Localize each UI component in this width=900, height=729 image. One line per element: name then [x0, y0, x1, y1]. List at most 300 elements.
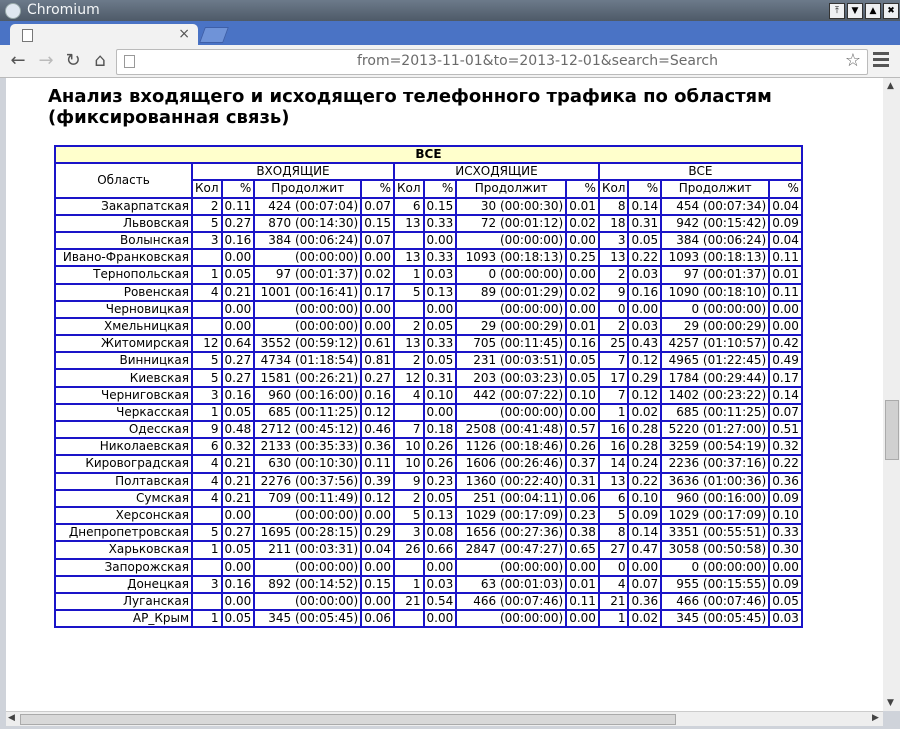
- table-row: [55, 593, 802, 610]
- value-cell: 0 (00:00:00): [661, 301, 769, 318]
- region-name-cell: Закарпатская: [55, 198, 192, 215]
- scroll-right-icon[interactable]: ▶: [872, 713, 879, 723]
- value-cell: 0.09: [769, 576, 802, 593]
- maximize-icon[interactable]: ▲: [865, 3, 881, 19]
- value-cell: 13: [394, 335, 424, 352]
- forward-icon[interactable]: →: [38, 50, 54, 71]
- bookmark-star-icon[interactable]: ☆: [844, 50, 861, 71]
- value-cell: 97 (00:01:37): [254, 266, 361, 283]
- value-cell: 0.28: [628, 421, 661, 438]
- value-cell: 0.00: [424, 610, 457, 627]
- region-name-cell: Донецкая: [55, 576, 192, 593]
- value-cell: 0.10: [769, 507, 802, 524]
- value-cell: 0.31: [424, 369, 457, 386]
- url-text: from=2013-11-01&to=2013-12-01&search=Search: [357, 53, 718, 69]
- value-cell: 2: [599, 266, 629, 283]
- value-cell: 1581 (00:26:21): [254, 369, 361, 386]
- value-cell: 0.46: [361, 421, 394, 438]
- value-cell: 7: [599, 387, 629, 404]
- table-row: [55, 559, 802, 576]
- table-row: [55, 404, 802, 421]
- value-cell: 5: [192, 369, 222, 386]
- value-cell: 0.14: [628, 524, 661, 541]
- value-cell: 0.00: [361, 318, 394, 335]
- value-cell: 5: [192, 352, 222, 369]
- region-name-cell: Днепропетровская: [55, 524, 192, 541]
- value-cell: (00:00:00): [456, 232, 566, 249]
- value-cell: 1360 (00:22:40): [456, 473, 566, 490]
- scroll-up-icon[interactable]: ▲: [887, 81, 894, 91]
- value-cell: 0.00: [424, 559, 457, 576]
- value-cell: 0.66: [424, 541, 457, 558]
- tab-strip: [0, 21, 900, 45]
- value-cell: [192, 301, 222, 318]
- value-cell: 0.13: [424, 284, 457, 301]
- value-cell: 0.17: [769, 369, 802, 386]
- value-cell: (00:00:00): [254, 507, 361, 524]
- region-name-cell: Одесская: [55, 421, 192, 438]
- value-cell: 0.36: [628, 593, 661, 610]
- value-cell: 0.00: [361, 301, 394, 318]
- value-cell: 0.00: [769, 301, 802, 318]
- value-cell: 1: [394, 576, 424, 593]
- value-cell: 1784 (00:29:44): [661, 369, 769, 386]
- value-cell: 0.06: [566, 490, 599, 507]
- value-cell: 0.22: [628, 249, 661, 266]
- value-cell: 1: [192, 404, 222, 421]
- value-cell: 0.01: [566, 198, 599, 215]
- value-cell: 1: [192, 541, 222, 558]
- value-cell: 0.18: [424, 421, 457, 438]
- table-row: [55, 610, 802, 627]
- value-cell: 5: [394, 507, 424, 524]
- value-cell: (00:00:00): [456, 559, 566, 576]
- value-cell: 0.81: [361, 352, 394, 369]
- value-cell: 0.65: [566, 541, 599, 558]
- value-cell: 1029 (00:17:09): [456, 507, 566, 524]
- value-cell: 960 (00:16:00): [254, 387, 361, 404]
- region-name-cell: Кировоградская: [55, 455, 192, 472]
- value-cell: 0.28: [628, 438, 661, 455]
- value-cell: 0.00: [222, 249, 255, 266]
- table-row: [55, 387, 802, 404]
- value-cell: 2508 (00:41:48): [456, 421, 566, 438]
- value-cell: 2133 (00:35:33): [254, 438, 361, 455]
- value-cell: 0.15: [361, 576, 394, 593]
- value-cell: 0.27: [222, 215, 255, 232]
- table-row: [55, 490, 802, 507]
- table-row: [55, 284, 802, 301]
- table-row: [55, 507, 802, 524]
- value-cell: 0.14: [628, 198, 661, 215]
- value-cell: 0.25: [566, 249, 599, 266]
- value-cell: 5: [192, 215, 222, 232]
- value-cell: 0.07: [769, 404, 802, 421]
- value-cell: 0.32: [222, 438, 255, 455]
- value-cell: 0.27: [222, 352, 255, 369]
- vertical-scroll-thumb[interactable]: [885, 400, 899, 460]
- value-cell: 0.11: [222, 198, 255, 215]
- region-name-cell: Житомирская: [55, 335, 192, 352]
- value-cell: 0.00: [361, 249, 394, 266]
- value-cell: 0.22: [628, 473, 661, 490]
- value-cell: 0.17: [361, 284, 394, 301]
- value-cell: 13: [599, 249, 629, 266]
- scroll-down-icon[interactable]: ▼: [887, 698, 894, 708]
- region-name-cell: Ровенская: [55, 284, 192, 301]
- scroll-left-icon[interactable]: ◀: [8, 713, 15, 723]
- value-cell: 0.00: [361, 559, 394, 576]
- value-cell: 345 (00:05:45): [254, 610, 361, 627]
- value-cell: 0.33: [424, 249, 457, 266]
- value-cell: 0.00: [222, 318, 255, 335]
- value-cell: 5: [192, 524, 222, 541]
- value-cell: 0.05: [222, 266, 255, 283]
- value-cell: (00:00:00): [456, 610, 566, 627]
- tab-current[interactable]: [10, 24, 198, 45]
- value-cell: 685 (00:11:25): [254, 404, 361, 421]
- value-cell: 10: [394, 438, 424, 455]
- value-cell: 0.05: [424, 318, 457, 335]
- table-row: [55, 335, 802, 352]
- value-cell: 0.05: [628, 232, 661, 249]
- horizontal-scroll-thumb[interactable]: [20, 714, 676, 725]
- value-cell: 0.09: [628, 507, 661, 524]
- value-cell: 2: [394, 352, 424, 369]
- table-row: [55, 249, 802, 266]
- value-cell: 2847 (00:47:27): [456, 541, 566, 558]
- value-cell: 0.38: [566, 524, 599, 541]
- value-cell: 1: [192, 266, 222, 283]
- value-cell: 6: [599, 490, 629, 507]
- table-row: [55, 266, 802, 283]
- page-icon: [124, 55, 135, 68]
- value-cell: 3: [192, 576, 222, 593]
- value-cell: 0.00: [222, 301, 255, 318]
- value-cell: [192, 593, 222, 610]
- value-cell: 0.03: [769, 610, 802, 627]
- value-cell: 6: [192, 438, 222, 455]
- value-cell: 6: [394, 198, 424, 215]
- table-row: [55, 524, 802, 541]
- value-cell: [192, 559, 222, 576]
- value-cell: 0.31: [628, 215, 661, 232]
- value-cell: 3058 (00:50:58): [661, 541, 769, 558]
- table-row: [55, 215, 802, 232]
- value-cell: 4: [394, 387, 424, 404]
- value-cell: 0.00: [361, 593, 394, 610]
- value-cell: 0.43: [628, 335, 661, 352]
- value-cell: 13: [599, 473, 629, 490]
- value-cell: 1090 (00:18:10): [661, 284, 769, 301]
- value-cell: 21: [394, 593, 424, 610]
- value-cell: 29 (00:00:29): [456, 318, 566, 335]
- value-cell: 0.33: [424, 215, 457, 232]
- value-cell: 942 (00:15:42): [661, 215, 769, 232]
- value-cell: 0.00: [628, 559, 661, 576]
- region-name-cell: Тернопольская: [55, 266, 192, 283]
- value-cell: 251 (00:04:11): [456, 490, 566, 507]
- value-cell: 0.00: [222, 593, 255, 610]
- value-cell: 7: [599, 352, 629, 369]
- table-row: [55, 301, 802, 318]
- value-cell: 0.05: [222, 610, 255, 627]
- value-cell: 0.11: [769, 249, 802, 266]
- value-cell: 705 (00:11:45): [456, 335, 566, 352]
- value-cell: 424 (00:07:04): [254, 198, 361, 215]
- value-cell: 0.00: [424, 404, 457, 421]
- value-cell: 384 (00:06:24): [661, 232, 769, 249]
- value-cell: 0.05: [222, 404, 255, 421]
- region-name-cell: Винницкая: [55, 352, 192, 369]
- value-cell: 0.31: [566, 473, 599, 490]
- value-cell: 442 (00:07:22): [456, 387, 566, 404]
- value-cell: 0.05: [566, 369, 599, 386]
- table-row: [55, 421, 802, 438]
- value-cell: 0.01: [566, 576, 599, 593]
- value-cell: (00:00:00): [456, 301, 566, 318]
- value-cell: 211 (00:03:31): [254, 541, 361, 558]
- value-cell: 0.03: [424, 266, 457, 283]
- reload-icon[interactable]: ↻: [65, 50, 81, 71]
- value-cell: 9: [394, 473, 424, 490]
- value-cell: 4: [192, 490, 222, 507]
- value-cell: 5: [394, 284, 424, 301]
- value-cell: 4: [192, 284, 222, 301]
- value-cell: 1001 (00:16:41): [254, 284, 361, 301]
- value-cell: 3: [192, 387, 222, 404]
- value-cell: 0.00: [566, 301, 599, 318]
- new-tab-button[interactable]: [199, 27, 229, 43]
- value-cell: (00:00:00): [254, 318, 361, 335]
- region-column-header: Область: [55, 163, 192, 197]
- region-name-cell: Харьковская: [55, 541, 192, 558]
- value-cell: 0.26: [424, 438, 457, 455]
- value-cell: 2: [394, 318, 424, 335]
- value-cell: 0.23: [566, 507, 599, 524]
- value-cell: 0.30: [769, 541, 802, 558]
- value-cell: 0.00: [424, 301, 457, 318]
- value-cell: 0.26: [424, 455, 457, 472]
- value-cell: 231 (00:03:51): [456, 352, 566, 369]
- value-cell: [394, 404, 424, 421]
- subcol-header: Кол: [192, 180, 222, 197]
- value-cell: (00:00:00): [254, 593, 361, 610]
- value-cell: 2: [394, 490, 424, 507]
- value-cell: [192, 507, 222, 524]
- value-cell: 97 (00:01:37): [661, 266, 769, 283]
- value-cell: 0.00: [769, 318, 802, 335]
- value-cell: 0.54: [424, 593, 457, 610]
- group-header-outgoing: ИСХОДЯЩИЕ: [394, 163, 599, 180]
- value-cell: 4: [599, 576, 629, 593]
- value-cell: 345 (00:05:45): [661, 610, 769, 627]
- value-cell: 0.29: [628, 369, 661, 386]
- tab-close-icon[interactable]: ×: [178, 26, 190, 42]
- value-cell: 12: [394, 369, 424, 386]
- value-cell: 13: [394, 215, 424, 232]
- value-cell: 0.06: [361, 610, 394, 627]
- value-cell: 16: [599, 421, 629, 438]
- subcol-header: %: [628, 180, 661, 197]
- vertical-scrollbar[interactable]: [883, 78, 900, 711]
- value-cell: 2: [599, 318, 629, 335]
- value-cell: 0.15: [361, 215, 394, 232]
- value-cell: 0.00: [628, 301, 661, 318]
- region-name-cell: Хмельницкая: [55, 318, 192, 335]
- subcol-header: %: [424, 180, 457, 197]
- region-name-cell: Черновицкая: [55, 301, 192, 318]
- subcol-header: Продолжит: [661, 180, 769, 197]
- title-bar: [0, 0, 900, 21]
- table-top-header: ВСЕ: [55, 146, 802, 163]
- value-cell: 466 (00:07:46): [456, 593, 566, 610]
- value-cell: 0.00: [424, 232, 457, 249]
- value-cell: 63 (00:01:03): [456, 576, 566, 593]
- value-cell: 0.02: [628, 610, 661, 627]
- value-cell: (00:00:00): [254, 301, 361, 318]
- value-cell: 0.42: [769, 335, 802, 352]
- value-cell: 0.07: [361, 232, 394, 249]
- table-row: [55, 455, 802, 472]
- back-icon[interactable]: ←: [10, 50, 26, 71]
- horizontal-scrollbar[interactable]: [6, 711, 883, 726]
- close-window-icon[interactable]: ✖: [883, 3, 899, 19]
- table-row: [55, 438, 802, 455]
- subcol-header: %: [222, 180, 255, 197]
- value-cell: 0.61: [361, 335, 394, 352]
- region-name-cell: Черкасская: [55, 404, 192, 421]
- value-cell: 0.03: [628, 318, 661, 335]
- value-cell: [394, 301, 424, 318]
- value-cell: 0.22: [769, 455, 802, 472]
- value-cell: 0.11: [566, 593, 599, 610]
- value-cell: 0.27: [222, 369, 255, 386]
- value-cell: 0.04: [769, 198, 802, 215]
- value-cell: 2: [192, 198, 222, 215]
- value-cell: 0: [599, 301, 629, 318]
- value-cell: 0.48: [222, 421, 255, 438]
- region-name-cell: Запорожская: [55, 559, 192, 576]
- region-name-cell: Луганская: [55, 593, 192, 610]
- value-cell: 0.51: [769, 421, 802, 438]
- table-row: [55, 369, 802, 386]
- value-cell: 9: [599, 284, 629, 301]
- region-name-cell: Черниговская: [55, 387, 192, 404]
- value-cell: 0.16: [628, 284, 661, 301]
- value-cell: 0.64: [222, 335, 255, 352]
- value-cell: 8: [599, 524, 629, 541]
- value-cell: 384 (00:06:24): [254, 232, 361, 249]
- value-cell: 10: [394, 455, 424, 472]
- value-cell: 0.16: [222, 232, 255, 249]
- value-cell: 203 (00:03:23): [456, 369, 566, 386]
- value-cell: 5220 (01:27:00): [661, 421, 769, 438]
- region-name-cell: Николаевская: [55, 438, 192, 455]
- value-cell: 0.37: [566, 455, 599, 472]
- value-cell: 0 (00:00:00): [456, 266, 566, 283]
- group-header-all: ВСЕ: [599, 163, 802, 180]
- minimize-icon[interactable]: ▼: [847, 3, 863, 19]
- home-icon[interactable]: ⌂: [94, 50, 106, 71]
- value-cell: 0.01: [566, 318, 599, 335]
- menu-icon[interactable]: [873, 52, 889, 70]
- toolbar: [0, 45, 900, 78]
- value-cell: 0.27: [361, 369, 394, 386]
- value-cell: 0.21: [222, 455, 255, 472]
- value-cell: 27: [599, 541, 629, 558]
- value-cell: [192, 318, 222, 335]
- value-cell: 30 (00:00:30): [456, 198, 566, 215]
- value-cell: 0.09: [769, 490, 802, 507]
- value-cell: 0.10: [566, 387, 599, 404]
- address-bar[interactable]: [116, 49, 868, 75]
- value-cell: 0.16: [222, 576, 255, 593]
- value-cell: 0.16: [361, 387, 394, 404]
- pin-top-icon[interactable]: ⤒: [829, 3, 845, 19]
- value-cell: 0.33: [424, 335, 457, 352]
- value-cell: 0.57: [566, 421, 599, 438]
- value-cell: 0.08: [424, 524, 457, 541]
- value-cell: 1606 (00:26:46): [456, 455, 566, 472]
- region-name-cell: Ивано-Франковская: [55, 249, 192, 266]
- value-cell: 454 (00:07:34): [661, 198, 769, 215]
- value-cell: 0.11: [769, 284, 802, 301]
- value-cell: 0.03: [424, 576, 457, 593]
- value-cell: 0.47: [628, 541, 661, 558]
- region-name-cell: Киевская: [55, 369, 192, 386]
- value-cell: 466 (00:07:46): [661, 593, 769, 610]
- value-cell: 4: [192, 473, 222, 490]
- table-row: [55, 352, 802, 369]
- value-cell: 0.12: [628, 352, 661, 369]
- subcol-header: %: [361, 180, 394, 197]
- value-cell: 870 (00:14:30): [254, 215, 361, 232]
- value-cell: 0.00: [222, 507, 255, 524]
- value-cell: 0.07: [628, 576, 661, 593]
- value-cell: [394, 559, 424, 576]
- value-cell: 1: [599, 610, 629, 627]
- value-cell: [394, 610, 424, 627]
- value-cell: 0.02: [361, 266, 394, 283]
- value-cell: 0 (00:00:00): [661, 559, 769, 576]
- value-cell: (00:00:00): [254, 559, 361, 576]
- subcol-header: Кол: [394, 180, 424, 197]
- value-cell: 0.10: [424, 387, 457, 404]
- table-row: [55, 198, 802, 215]
- value-cell: 0.29: [361, 524, 394, 541]
- value-cell: 14: [599, 455, 629, 472]
- value-cell: 2712 (00:45:12): [254, 421, 361, 438]
- value-cell: 0.04: [361, 541, 394, 558]
- value-cell: 0.04: [769, 232, 802, 249]
- value-cell: 892 (00:14:52): [254, 576, 361, 593]
- traffic-table: [54, 145, 803, 628]
- value-cell: 0.07: [361, 198, 394, 215]
- value-cell: 0.00: [566, 559, 599, 576]
- value-cell: 0.05: [222, 541, 255, 558]
- table-row: [55, 318, 802, 335]
- value-cell: 4: [192, 455, 222, 472]
- value-cell: 0.05: [424, 352, 457, 369]
- value-cell: 0.16: [222, 387, 255, 404]
- value-cell: 0.00: [769, 559, 802, 576]
- value-cell: 0.00: [361, 507, 394, 524]
- subcol-header: %: [566, 180, 599, 197]
- value-cell: 72 (00:01:12): [456, 215, 566, 232]
- value-cell: 25: [599, 335, 629, 352]
- value-cell: 0: [599, 559, 629, 576]
